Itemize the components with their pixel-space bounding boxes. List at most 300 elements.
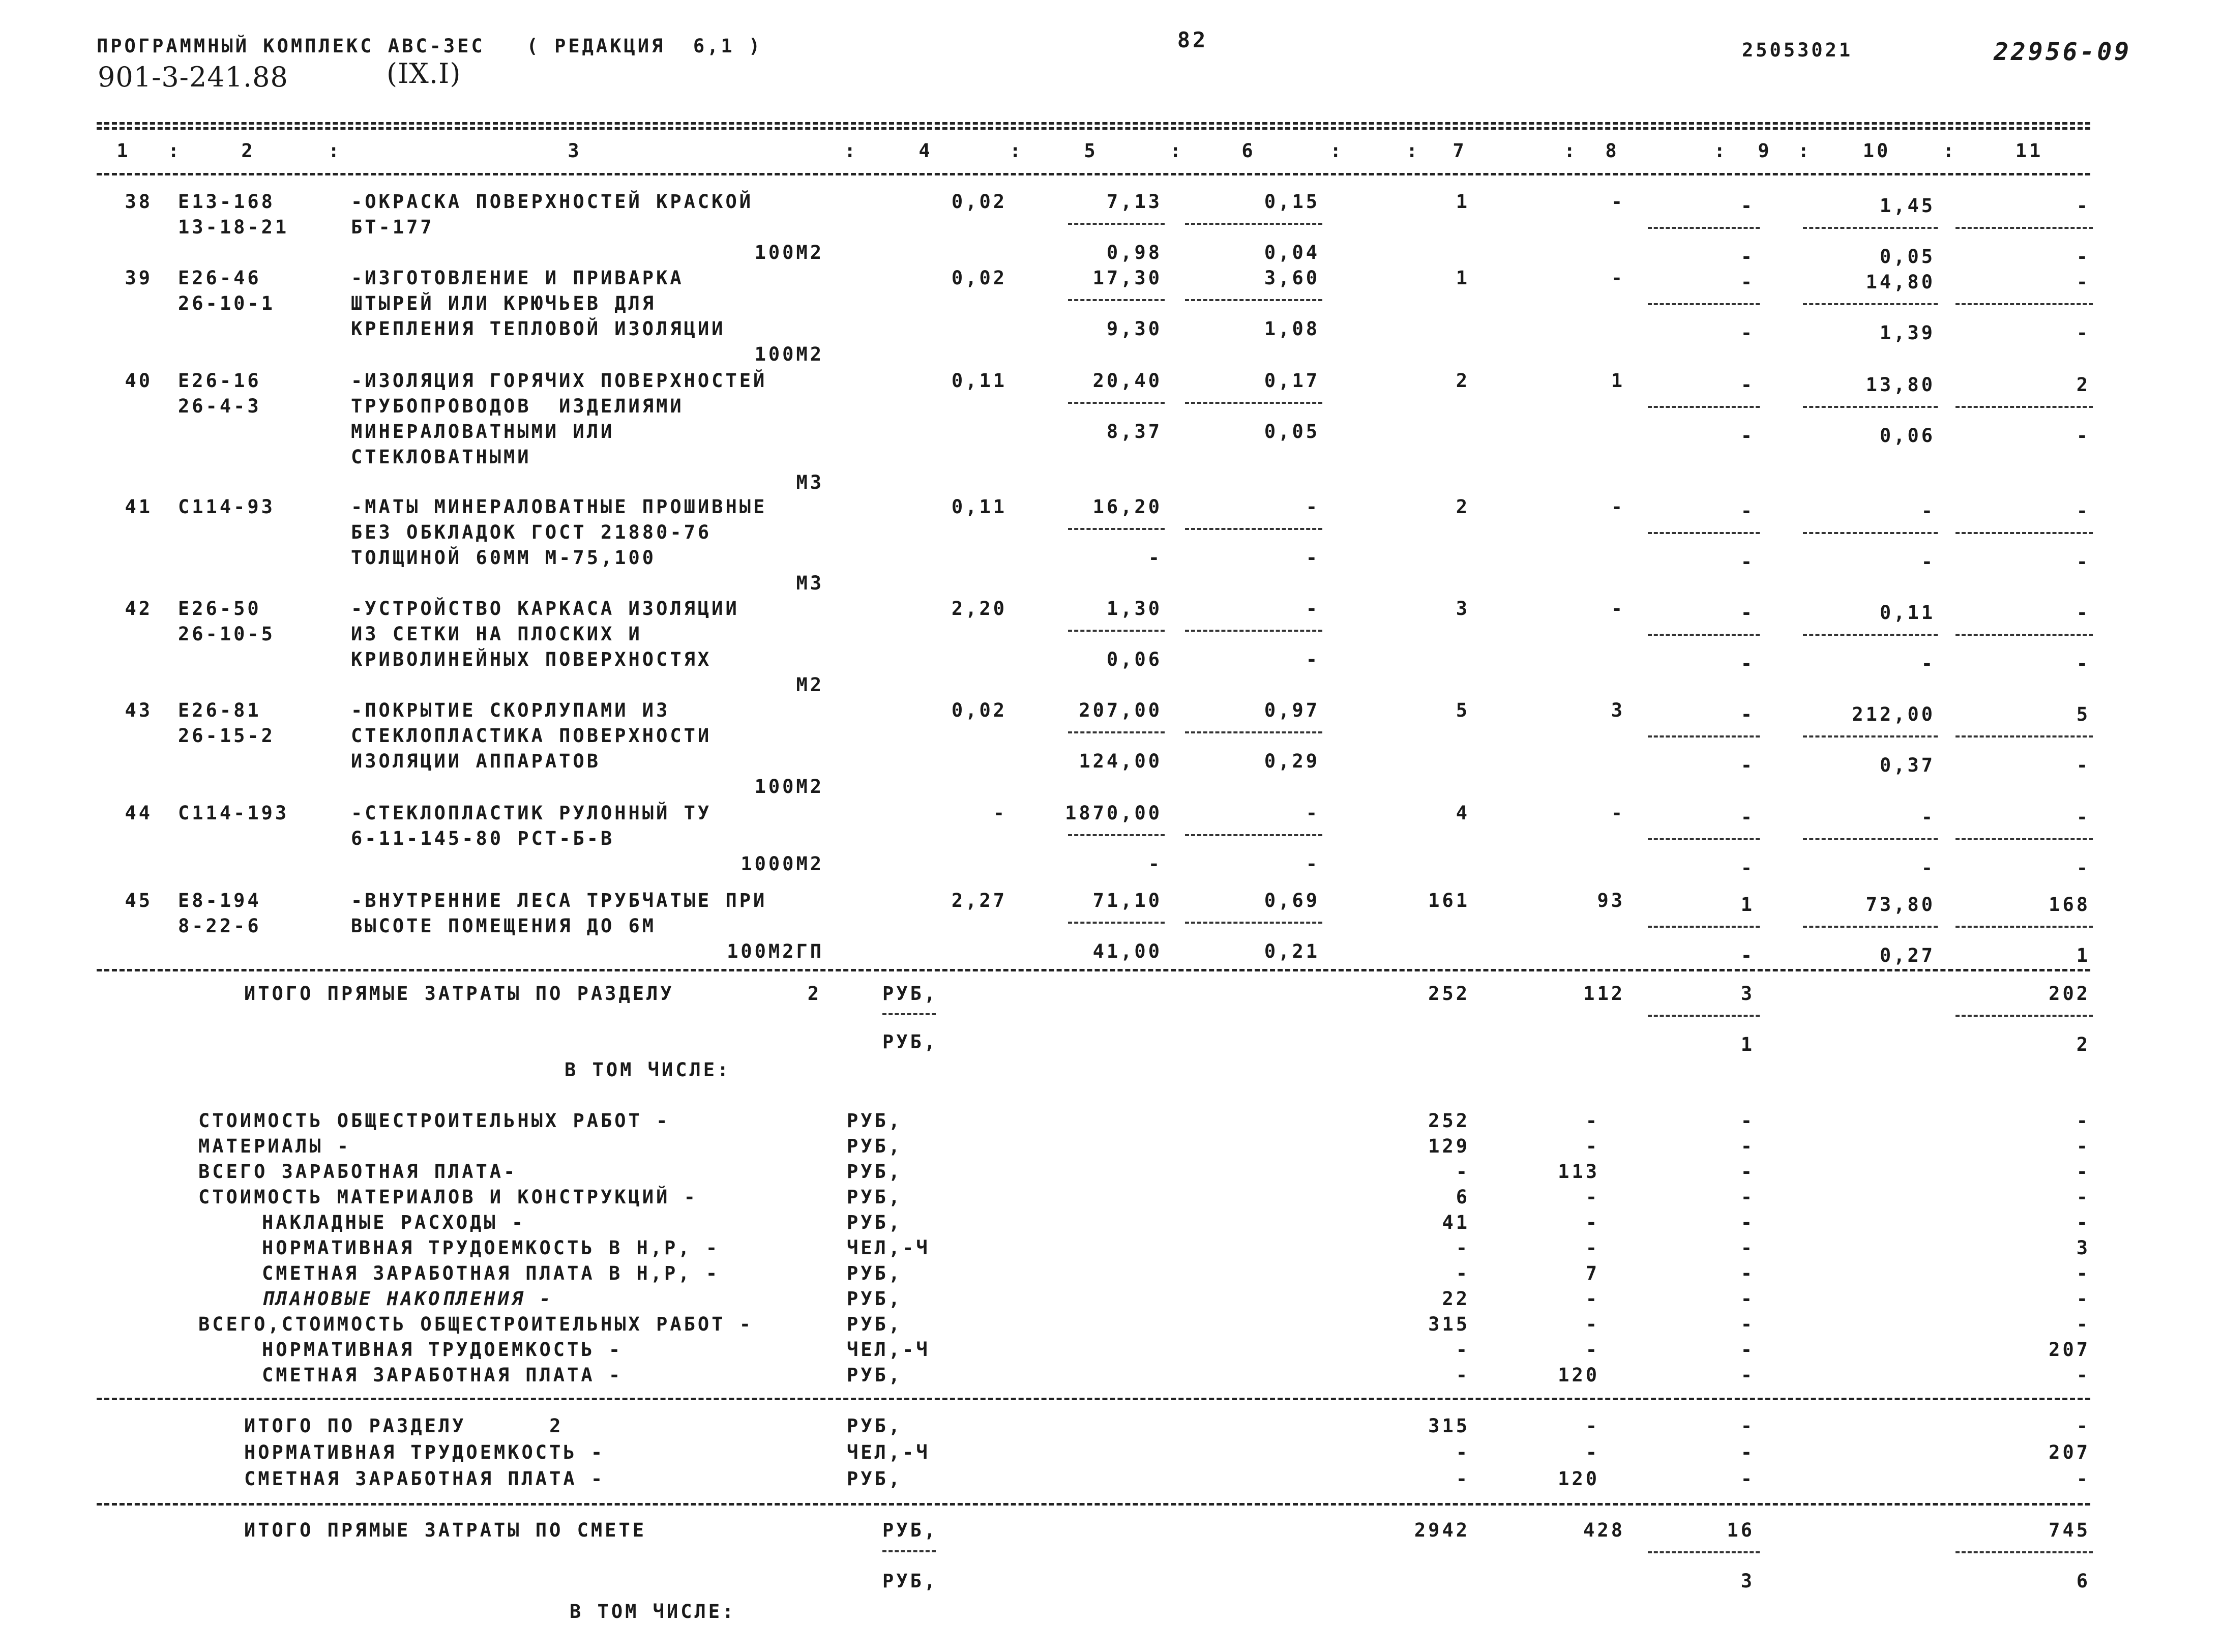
work-description: ИЗ СЕТКИ НА ПЛОСКИХ И: [351, 623, 642, 645]
cell-subrule: [1185, 834, 1322, 836]
archive-number: 22956-09: [1994, 38, 2132, 66]
unit-label: РУБ,: [847, 1110, 903, 1132]
unit-cost-mach: -: [1148, 547, 1162, 569]
machine-cost: -: [1740, 806, 1755, 828]
column-separator: :: [1564, 140, 1578, 162]
labor-input: -: [1921, 500, 1935, 522]
cell-subrule: [1185, 299, 1322, 301]
unit-label: РУБ,: [882, 1031, 938, 1053]
machine-cost: -: [1740, 1262, 1755, 1284]
norm-code: Е13-168: [178, 191, 275, 213]
total-cost: 3: [1456, 598, 1470, 620]
column-header: 4: [919, 140, 933, 162]
machine-cost: 16: [1727, 1519, 1755, 1541]
total-cost: 41: [1442, 1212, 1470, 1233]
total-cost: -: [1456, 1364, 1470, 1386]
cell-subrule: [1648, 634, 1760, 636]
labor-mach-total: -: [2076, 653, 2090, 674]
labor-mach-total: -: [2076, 754, 2090, 776]
column-header: 10: [1862, 140, 1891, 162]
unit-wage: 3,60: [1264, 267, 1320, 289]
cell-subrule: [1956, 227, 2093, 229]
section-rule: [97, 1503, 2090, 1506]
column-separator: :: [1010, 140, 1024, 162]
norm-code: 26-10-1: [178, 292, 275, 314]
total-wage: -: [1585, 1135, 1599, 1157]
machine-cost: -: [1740, 1186, 1755, 1208]
estimate-total-label: ИТОГО ПРЯМЫЕ ЗАТРАТЫ ПО СМЕТЕ: [244, 1519, 647, 1541]
total-cost: -: [1456, 1468, 1470, 1490]
column-separator: :: [168, 140, 182, 162]
total-wage: -: [1611, 496, 1625, 518]
cell-subrule: [1956, 735, 2093, 738]
work-description: КРИВОЛИНЕЙНЫХ ПОВЕРХНОСТЯХ: [351, 648, 712, 670]
column-separator: :: [1714, 140, 1728, 162]
cell-subrule: [1956, 1015, 2093, 1017]
total-wage: -: [1585, 1237, 1599, 1259]
total-labor: -: [2076, 806, 2090, 828]
document-code: 901-3-241.88: [98, 61, 288, 93]
total-wage: 93: [1597, 890, 1625, 911]
total-wage: -: [1585, 1288, 1599, 1310]
total-wage: 3: [1611, 699, 1625, 721]
including-label: В ТОМ ЧИСЛЕ:: [570, 1601, 736, 1622]
cell-subrule: [1648, 1015, 1760, 1017]
breakdown-label: СТОИМОСТЬ МАТЕРИАЛОВ И КОНСТРУКЦИЙ -: [198, 1186, 698, 1208]
work-description: БЕЗ ОБКЛАДОК ГОСТ 21880-76: [351, 521, 712, 543]
section-total-label: НОРМАТИВНАЯ ТРУДОЕМКОСТЬ -: [244, 1441, 605, 1463]
unit-cost-mach: 0,98: [1106, 242, 1162, 263]
unit-of-measure: М3: [796, 572, 824, 594]
section-rule: [97, 1398, 2090, 1400]
total-labor: -: [2076, 1212, 2090, 1233]
cell-subrule: [1803, 406, 1938, 408]
breakdown-label: МАТЕРИАЛЫ -: [198, 1135, 351, 1157]
unit-cost: 1870,00: [1065, 802, 1162, 824]
machine-cost: 1: [1740, 894, 1755, 916]
unit-wage: -: [1306, 598, 1320, 620]
unit-label: ЧЕЛ,-Ч: [847, 1339, 930, 1361]
norm-code: Е26-50: [178, 598, 261, 620]
cell-subrule: [1185, 731, 1322, 733]
including-label: В ТОМ ЧИСЛЕ:: [565, 1059, 731, 1081]
total-wage: -: [1585, 1339, 1599, 1361]
labor-mach-total: -: [2076, 857, 2090, 879]
total-cost: 315: [1428, 1415, 1470, 1437]
page-number: 82: [1177, 27, 1208, 52]
unit-wage: 0,15: [1264, 191, 1320, 213]
machine-cost: -: [1740, 374, 1755, 396]
work-description: СТЕКЛОПЛАСТИКА ПОВЕРХНОСТИ: [351, 725, 712, 747]
total-labor: -: [2076, 1364, 2090, 1386]
machine-cost: -: [1740, 1468, 1755, 1490]
section-total-label: ИТОГО ПО РАЗДЕЛУ 2: [244, 1415, 564, 1437]
norm-code: 26-10-5: [178, 623, 275, 645]
work-description: ТРУБОПРОВОДОВ ИЗДЕЛИЯМИ: [351, 395, 684, 417]
cell-subrule: [1803, 634, 1938, 636]
total-wage: -: [1585, 1441, 1599, 1463]
column-header: 9: [1758, 140, 1772, 162]
machine-cost: -: [1740, 1339, 1755, 1361]
machine-cost: -: [1740, 271, 1755, 293]
cell-subrule: [1068, 223, 1165, 225]
total-cost: 2942: [1414, 1519, 1470, 1541]
total-labor: -: [2076, 1288, 2090, 1310]
total-cost: 1: [1456, 267, 1470, 289]
column-separator: :: [1943, 140, 1957, 162]
work-description: 6-11-145-80 РСТ-Б-В: [351, 828, 615, 849]
cell-subrule: [1956, 838, 2093, 840]
unit-cost: 16,20: [1092, 496, 1162, 518]
labor-mach: 0,37: [1879, 754, 1935, 776]
cell-subrule: [1803, 303, 1938, 305]
total-labor: -: [2076, 271, 2090, 293]
column-separator: :: [1330, 140, 1344, 162]
total-cost: 252: [1428, 983, 1470, 1005]
machine-cost: -: [1740, 602, 1755, 624]
work-description: БТ-177: [351, 216, 434, 238]
column-header: 2: [241, 140, 255, 162]
labor-input: 13,80: [1865, 374, 1935, 396]
unit-label: РУБ,: [847, 1135, 903, 1157]
column-header: 7: [1453, 140, 1467, 162]
unit-wage-mach: -: [1306, 853, 1320, 875]
machine-wage: -: [1740, 857, 1755, 879]
work-description: СТЕКЛОВАТНЫМИ: [351, 446, 531, 468]
labor-mach: 0,27: [1879, 945, 1935, 966]
machine-cost: -: [1740, 1415, 1755, 1437]
total-labor: -: [2076, 1468, 2090, 1490]
labor-mach: -: [1921, 551, 1935, 573]
machine-wage: -: [1740, 425, 1755, 447]
machine-cost: -: [1740, 703, 1755, 725]
work-description: КРЕПЛЕНИЯ ТЕПЛОВОЙ ИЗОЛЯЦИИ: [351, 318, 726, 340]
work-description: -ОКРАСКА ПОВЕРХНОСТЕЙ КРАСКОЙ: [351, 191, 754, 213]
total-cost: 161: [1428, 890, 1470, 911]
labor-mach-total: -: [2076, 322, 2090, 344]
breakdown-label: СТОИМОСТЬ ОБЩЕСТРОИТЕЛЬНЫХ РАБОТ -: [198, 1110, 670, 1132]
labor-mach: 0,05: [1879, 246, 1935, 268]
work-description: -УСТРОЙСТВО КАРКАСА ИЗОЛЯЦИИ: [351, 598, 739, 620]
total-cost: 4: [1456, 802, 1470, 824]
total-wage: 112: [1583, 983, 1625, 1005]
norm-code: 8-22-6: [178, 915, 261, 937]
cell-subrule: [1648, 303, 1760, 305]
work-description: ИЗОЛЯЦИИ АППАРАТОВ: [351, 750, 601, 772]
unit-wage-mach: 0,04: [1264, 242, 1320, 263]
labor-mach-total: 1: [2076, 945, 2090, 966]
unit-cost: 7,13: [1106, 191, 1162, 213]
labor-input: -: [1921, 806, 1935, 828]
total-labor: -: [2076, 1313, 2090, 1335]
unit-label: РУБ,: [847, 1161, 903, 1183]
cell-subrule: [1185, 223, 1322, 225]
breakdown-label: НАКЛАДНЫЕ РАСХОДЫ -: [262, 1212, 526, 1233]
total-labor: 168: [2049, 894, 2090, 916]
labor-input: 0,11: [1879, 602, 1935, 624]
unit-label: РУБ,: [847, 1468, 903, 1490]
cell-subrule: [1803, 926, 1938, 928]
cell-subrule: [1803, 735, 1938, 738]
machine-wage: -: [1740, 322, 1755, 344]
unit-label: РУБ,: [847, 1415, 903, 1437]
section-number: 2: [807, 983, 821, 1005]
breakdown-label: НОРМАТИВНАЯ ТРУДОЕМКОСТЬ В Н,Р, -: [262, 1237, 720, 1259]
cell-subrule: [1956, 532, 2093, 534]
total-wage: -: [1585, 1313, 1599, 1335]
breakdown-label: ВСЕГО,СТОИМОСТЬ ОБЩЕСТРОИТЕЛЬНЫХ РАБОТ -: [198, 1313, 754, 1335]
row-number: 41: [125, 496, 153, 518]
breakdown-label: НОРМАТИВНАЯ ТРУДОЕМКОСТЬ -: [262, 1339, 623, 1361]
breakdown-label: ВСЕГО ЗАРАБОТНАЯ ПЛАТА-: [198, 1161, 518, 1183]
total-labor: 207: [2049, 1339, 2090, 1361]
labor-mach: -: [1921, 857, 1935, 879]
unit-cost: 20,40: [1092, 370, 1162, 392]
cell-subrule: [1648, 735, 1760, 738]
breakdown-label: СМЕТНАЯ ЗАРАБОТНАЯ ПЛАТА -: [262, 1364, 623, 1386]
machine-wage: -: [1740, 945, 1755, 966]
unit-wage: 0,97: [1264, 699, 1320, 721]
registration-number: 25053021: [1742, 39, 1853, 61]
total-labor: -: [2076, 1186, 2090, 1208]
breakdown-label: СМЕТНАЯ ЗАРАБОТНАЯ ПЛАТА В Н,Р, -: [262, 1262, 720, 1284]
work-description: ТОЛЩИНОЙ 60ММ М-75,100: [351, 547, 657, 569]
total-labor: -: [2076, 602, 2090, 624]
unit-of-measure: 100М2: [754, 343, 824, 365]
machine-cost: -: [1740, 1288, 1755, 1310]
total-labor: -: [2076, 1415, 2090, 1437]
total-wage: -: [1585, 1415, 1599, 1437]
cell-subrule: [1068, 834, 1165, 836]
cell-subrule: [1068, 402, 1165, 404]
labor-input: 14,80: [1865, 271, 1935, 293]
quantity: 0,11: [951, 496, 1007, 518]
total-labor: 745: [2049, 1519, 2090, 1541]
quantity: 2,27: [951, 890, 1007, 911]
unit-of-measure: 1000М2: [740, 853, 824, 875]
total-cost: -: [1456, 1262, 1470, 1284]
unit-wage: 0,17: [1264, 370, 1320, 392]
work-description: МИНЕРАЛОВАТНЫМИ ИЛИ: [351, 421, 615, 442]
total-cost: 129: [1428, 1135, 1470, 1157]
total-wage: 113: [1558, 1161, 1599, 1183]
machine-wage: 1: [1740, 1034, 1755, 1055]
cell-subrule: [1068, 299, 1165, 301]
total-wage: -: [1585, 1186, 1599, 1208]
total-wage: -: [1611, 267, 1625, 289]
machine-cost: -: [1740, 1161, 1755, 1183]
cell-subrule: [1185, 922, 1322, 924]
norm-code: 26-4-3: [178, 395, 261, 417]
cell-subrule: [1068, 922, 1165, 924]
section-code: (IX.I): [387, 57, 461, 90]
unit-cost-mach: 8,37: [1106, 421, 1162, 442]
header-bottom-rule: [97, 173, 2090, 175]
total-wage: -: [1585, 1110, 1599, 1132]
column-header: 6: [1241, 140, 1256, 162]
machine-wage: -: [1740, 551, 1755, 573]
work-description: -ПОКРЫТИЕ СКОРЛУПАМИ ИЗ: [351, 699, 670, 721]
cell-subrule: [1648, 926, 1760, 928]
unit-label: РУБ,: [882, 1519, 938, 1541]
cell-subrule: [1648, 1551, 1760, 1553]
unit-wage-mach: 0,05: [1264, 421, 1320, 442]
quantity: 2,20: [951, 598, 1007, 620]
unit-wage-mach: 1,08: [1264, 318, 1320, 340]
unit-subrule: [882, 1550, 936, 1552]
labor-mach-total: -: [2076, 246, 2090, 268]
cell-subrule: [1956, 926, 2093, 928]
unit-cost: 71,10: [1092, 890, 1162, 911]
total-cost: 2: [1456, 370, 1470, 392]
unit-of-measure: М2: [796, 674, 824, 696]
total-cost: -: [1456, 1237, 1470, 1259]
unit-label: РУБ,: [882, 983, 938, 1005]
unit-wage-mach: 0,21: [1264, 940, 1320, 962]
labor-mach: -: [1921, 653, 1935, 674]
cell-subrule: [1185, 528, 1322, 530]
row-number: 45: [125, 890, 153, 911]
cell-subrule: [1956, 406, 2093, 408]
unit-wage: -: [1306, 802, 1320, 824]
column-header: 11: [2015, 140, 2043, 162]
section-rule: [97, 969, 2090, 971]
row-number: 38: [125, 191, 153, 213]
total-labor: -: [2076, 1135, 2090, 1157]
unit-label: РУБ,: [882, 1570, 938, 1592]
total-wage: 120: [1558, 1364, 1599, 1386]
total-wage: -: [1611, 802, 1625, 824]
unit-subrule: [882, 1013, 936, 1015]
total-wage: 120: [1558, 1468, 1599, 1490]
section-total-label: ИТОГО ПРЯМЫЕ ЗАТРАТЫ ПО РАЗДЕЛУ: [244, 983, 674, 1005]
unit-label: ЧЕЛ,-Ч: [847, 1237, 930, 1259]
cell-subrule: [1956, 634, 2093, 636]
machine-cost: -: [1740, 1135, 1755, 1157]
table-top-rule: [97, 127, 2090, 130]
work-description: -ИЗОЛЯЦИЯ ГОРЯЧИХ ПОВЕРХНОСТЕЙ: [351, 370, 767, 392]
total-wage: 428: [1583, 1519, 1625, 1541]
cell-subrule: [1956, 1551, 2093, 1553]
unit-of-measure: 100М2: [754, 776, 824, 798]
unit-wage: 0,69: [1264, 890, 1320, 911]
total-wage: -: [1611, 598, 1625, 620]
labor-mach: 0,06: [1879, 425, 1935, 447]
unit-of-measure: М3: [796, 471, 824, 493]
cell-subrule: [1068, 630, 1165, 632]
unit-cost-mach: 0,06: [1106, 648, 1162, 670]
section-total-label: СМЕТНАЯ ЗАРАБОТНАЯ ПЛАТА -: [244, 1468, 605, 1490]
unit-label: РУБ,: [847, 1212, 903, 1233]
total-cost: 252: [1428, 1110, 1470, 1132]
unit-wage-mach: -: [1306, 648, 1320, 670]
labor-input: 212,00: [1852, 703, 1935, 725]
unit-label: РУБ,: [847, 1364, 903, 1386]
labor-mach-total: -: [2076, 425, 2090, 447]
total-labor: -: [2076, 1262, 2090, 1284]
machine-cost: -: [1740, 1313, 1755, 1335]
total-labor: 202: [2049, 983, 2090, 1005]
row-number: 44: [125, 802, 153, 824]
total-labor: -: [2076, 195, 2090, 217]
column-separator: :: [328, 140, 342, 162]
unit-wage-mach: -: [1306, 547, 1320, 569]
column-separator: :: [844, 140, 858, 162]
work-description: ШТЫРЕЙ ИЛИ КРЮЧЬЕВ ДЛЯ: [351, 292, 657, 314]
total-labor: -: [2076, 500, 2090, 522]
unit-cost: 207,00: [1079, 699, 1162, 721]
column-header: 3: [568, 140, 582, 162]
machine-cost: -: [1740, 1237, 1755, 1259]
total-cost: 6: [1456, 1186, 1470, 1208]
work-description: -СТЕКЛОПЛАСТИК РУЛОННЫЙ ТУ: [351, 802, 712, 824]
column-separator: :: [1406, 140, 1420, 162]
cell-subrule: [1648, 838, 1760, 840]
machine-wage: 3: [1740, 1570, 1755, 1592]
row-number: 40: [125, 370, 153, 392]
total-labor: 2: [2076, 374, 2090, 396]
machine-cost: -: [1740, 195, 1755, 217]
row-number: 42: [125, 598, 153, 620]
table-top-rule: [97, 122, 2090, 125]
cell-subrule: [1185, 630, 1322, 632]
work-description: ВЫСОТЕ ПОМЕЩЕНИЯ ДО 6М: [351, 915, 657, 937]
unit-of-measure: 100М2: [754, 242, 824, 263]
machine-cost: 3: [1740, 983, 1755, 1005]
norm-code: Е26-81: [178, 699, 261, 721]
total-wage: 7: [1585, 1262, 1599, 1284]
unit-label: РУБ,: [847, 1313, 903, 1335]
unit-label: РУБ,: [847, 1288, 903, 1310]
norm-code: С114-193: [178, 802, 289, 824]
breakdown-label: ПЛАНОВЫЕ НАКОПЛЕНИЯ -: [262, 1288, 553, 1310]
total-labor: -: [2076, 1110, 2090, 1132]
column-separator: :: [1798, 140, 1812, 162]
total-cost: -: [1456, 1441, 1470, 1463]
norm-code: Е26-16: [178, 370, 261, 392]
total-cost: -: [1456, 1161, 1470, 1183]
column-separator: :: [1170, 140, 1184, 162]
norm-code: 13-18-21: [178, 216, 289, 238]
norm-code: С114-93: [178, 496, 275, 518]
unit-cost-mach: -: [1148, 853, 1162, 875]
cell-subrule: [1068, 528, 1165, 530]
unit-of-measure: 100М2ГП: [727, 940, 824, 962]
cell-subrule: [1185, 402, 1322, 404]
unit-cost: 17,30: [1092, 267, 1162, 289]
unit-cost: 1,30: [1106, 598, 1162, 620]
machine-wage: -: [1740, 246, 1755, 268]
row-number: 39: [125, 267, 153, 289]
total-labor: -: [2076, 1161, 2090, 1183]
cell-subrule: [1648, 227, 1760, 229]
total-wage: -: [1585, 1212, 1599, 1233]
unit-wage: -: [1306, 496, 1320, 518]
machine-cost: -: [1740, 1110, 1755, 1132]
labor-mach: 1,39: [1879, 322, 1935, 344]
work-description: -МАТЫ МИНЕРАЛОВАТНЫЕ ПРОШИВНЫЕ: [351, 496, 767, 518]
quantity: 0,02: [951, 191, 1007, 213]
total-labor: 3: [2076, 1237, 2090, 1259]
work-description: -ИЗГОТОВЛЕНИЕ И ПРИВАРКА: [351, 267, 684, 289]
norm-code: Е8-194: [178, 890, 261, 911]
total-cost: 2: [1456, 496, 1470, 518]
total-cost: 315: [1428, 1313, 1470, 1335]
quantity: -: [993, 802, 1007, 824]
machine-cost: -: [1740, 500, 1755, 522]
total-cost: -: [1456, 1339, 1470, 1361]
labor-input: 73,80: [1865, 894, 1935, 916]
